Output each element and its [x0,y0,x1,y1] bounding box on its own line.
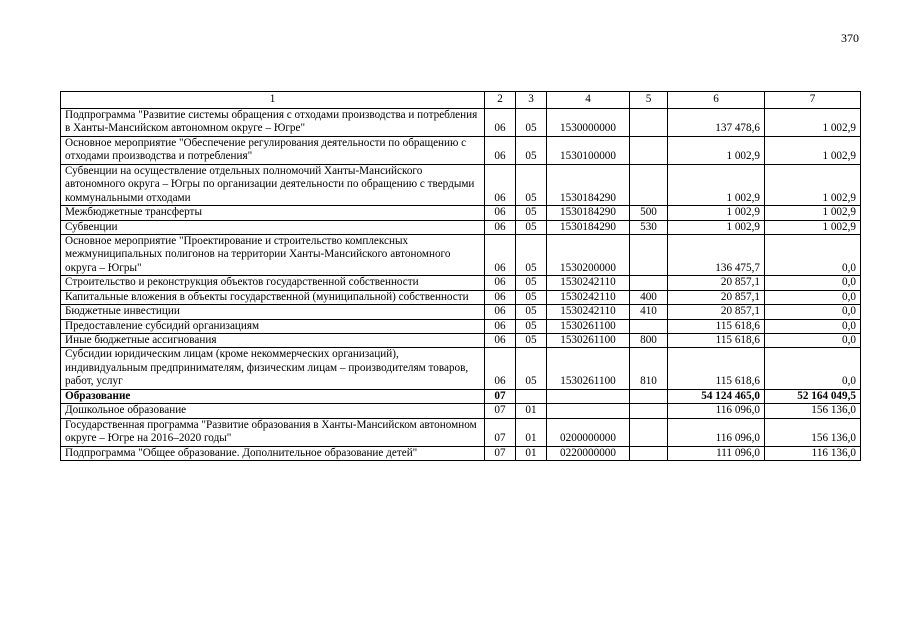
amount-col-7: 0,0 [765,305,861,319]
expense-type-code: 530 [630,220,668,234]
amount-col-7: 52 164 049,5 [765,389,861,403]
section-code: 06 [485,220,516,234]
amount-col-6: 111 096,0 [668,446,765,460]
amount-col-6: 1 002,9 [668,220,765,234]
row-name: Подпрограмма "Общее образование. Дополнительное образование детей" [61,446,485,460]
table-row [61,404,861,418]
subsection-code: 05 [516,305,547,319]
amount-col-6: 1 002,9 [668,164,765,205]
target-article-code: 1530242110 [547,276,630,290]
amount-col-6: 54 124 465,0 [668,389,765,403]
target-article-code: 1530242110 [547,290,630,304]
row-name: Капитальные вложения в объекты государственной (муниципальной) собственности [61,290,485,304]
target-article-code: 1530200000 [547,234,630,275]
section-code: 06 [485,319,516,333]
row-name: Бюджетные инвестиции [61,305,485,319]
amount-col-6: 115 618,6 [668,348,765,389]
table-row [61,389,861,403]
table-row [61,109,861,137]
expense-type-code [630,319,668,333]
expense-type-code [630,234,668,275]
amount-col-6: 116 096,0 [668,418,765,446]
amount-col-6: 115 618,6 [668,319,765,333]
subsection-code: 05 [516,136,547,164]
expense-type-code: 400 [630,290,668,304]
expense-type-code: 410 [630,305,668,319]
row-name: Дошкольное образование [61,404,485,418]
amount-col-6: 1 002,9 [668,136,765,164]
section-code: 07 [485,418,516,446]
subsection-code: 05 [516,234,547,275]
table-row [61,418,861,446]
target-article-code: 1530261100 [547,319,630,333]
amount-col-6: 1 002,9 [668,206,765,220]
expense-type-code: 800 [630,334,668,348]
table-body [61,109,861,461]
column-header-3: 3 [516,92,547,109]
subsection-code: 01 [516,446,547,460]
subsection-code: 05 [516,109,547,137]
subsection-code [516,389,547,403]
target-article-code [547,404,630,418]
column-header-7: 7 [765,92,861,109]
expense-type-code [630,446,668,460]
subsection-code: 05 [516,319,547,333]
section-code: 07 [485,446,516,460]
row-name: Иные бюджетные ассигнования [61,334,485,348]
amount-col-6: 20 857,1 [668,305,765,319]
row-name: Субсидии юридическим лицам (кроме некоммерческих организаций), индивидуальным предпринимателям, физическим лицам – производителям товаров, работ, услуг [61,348,485,389]
section-code: 06 [485,136,516,164]
section-code: 07 [485,404,516,418]
amount-col-6: 116 096,0 [668,404,765,418]
amount-col-7: 0,0 [765,319,861,333]
row-name: Субвенции на осуществление отдельных полномочий Ханты-Мансийского автономного округа – Югры по организации деятельности по обращению с твердыми коммунальными отходами [61,164,485,205]
amount-col-7: 1 002,9 [765,220,861,234]
amount-col-7: 0,0 [765,334,861,348]
row-name: Образование [61,389,485,403]
column-header-5: 5 [630,92,668,109]
amount-col-7: 1 002,9 [765,164,861,205]
amount-col-7: 116 136,0 [765,446,861,460]
section-code: 06 [485,305,516,319]
target-article-code: 0220000000 [547,446,630,460]
amount-col-7: 0,0 [765,348,861,389]
target-article-code: 1530100000 [547,136,630,164]
page-number: 370 [841,31,859,45]
expense-type-code [630,109,668,137]
amount-col-7: 0,0 [765,234,861,275]
amount-col-7: 1 002,9 [765,136,861,164]
subsection-code: 05 [516,276,547,290]
section-code: 06 [485,334,516,348]
table-row [61,348,861,389]
amount-col-7: 0,0 [765,276,861,290]
amount-col-7: 1 002,9 [765,109,861,137]
table-row [61,334,861,348]
budget-table [60,91,861,461]
expense-type-code [630,276,668,290]
subsection-code: 01 [516,404,547,418]
column-header-6: 6 [668,92,765,109]
table-row [61,305,861,319]
table-row [61,206,861,220]
amount-col-6: 20 857,1 [668,276,765,290]
target-article-code: 1530184290 [547,164,630,205]
amount-col-7: 0,0 [765,290,861,304]
section-code: 06 [485,276,516,290]
subsection-code: 01 [516,418,547,446]
section-code: 06 [485,348,516,389]
subsection-code: 05 [516,334,547,348]
table-row [61,276,861,290]
table-row [61,234,861,275]
target-article-code [547,389,630,403]
expense-type-code [630,418,668,446]
target-article-code: 1530261100 [547,348,630,389]
row-name: Предоставление субсидий организациям [61,319,485,333]
column-header-4: 4 [547,92,630,109]
row-name: Основное мероприятие "Проектирование и строительство комплексных межмуниципальных полигонов на территории Ханты-Мансийского автономного округа – Югры" [61,234,485,275]
expense-type-code: 500 [630,206,668,220]
table-row [61,136,861,164]
row-name: Строительство и реконструкция объектов государственной собственности [61,276,485,290]
table-row [61,319,861,333]
table-row [61,220,861,234]
row-name: Субвенции [61,220,485,234]
target-article-code: 0200000000 [547,418,630,446]
section-code: 07 [485,389,516,403]
target-article-code: 1530242110 [547,305,630,319]
section-code: 06 [485,234,516,275]
header-row [61,92,861,109]
section-code: 06 [485,164,516,205]
section-code: 06 [485,206,516,220]
expense-type-code [630,389,668,403]
target-article-code: 1530184290 [547,206,630,220]
amount-col-7: 1 002,9 [765,206,861,220]
amount-col-6: 115 618,6 [668,334,765,348]
subsection-code: 05 [516,206,547,220]
subsection-code: 05 [516,164,547,205]
row-name: Основное мероприятие "Обеспечение регулирования деятельности по обращению с отходами производства и потребления" [61,136,485,164]
amount-col-7: 156 136,0 [765,404,861,418]
amount-col-7: 156 136,0 [765,418,861,446]
target-article-code: 1530261100 [547,334,630,348]
expense-type-code [630,404,668,418]
amount-col-6: 20 857,1 [668,290,765,304]
target-article-code: 1530000000 [547,109,630,137]
column-header-1: 1 [61,92,485,109]
amount-col-6: 136 475,7 [668,234,765,275]
table-row [61,290,861,304]
row-name: Государственная программа "Развитие образования в Ханты-Мансийском автономном округе – Югре на 2016–2020 годы" [61,418,485,446]
table-row [61,164,861,205]
expense-type-code: 810 [630,348,668,389]
row-name: Подпрограмма "Развитие системы обращения с отходами производства и потребления в Ханты-Мансийском автономном округе – Югре" [61,109,485,137]
expense-type-code [630,136,668,164]
subsection-code: 05 [516,290,547,304]
section-code: 06 [485,290,516,304]
target-article-code: 1530184290 [547,220,630,234]
subsection-code: 05 [516,220,547,234]
expense-type-code [630,164,668,205]
column-header-2: 2 [485,92,516,109]
amount-col-6: 137 478,6 [668,109,765,137]
table-row [61,446,861,460]
subsection-code: 05 [516,348,547,389]
row-name: Межбюджетные трансферты [61,206,485,220]
section-code: 06 [485,109,516,137]
